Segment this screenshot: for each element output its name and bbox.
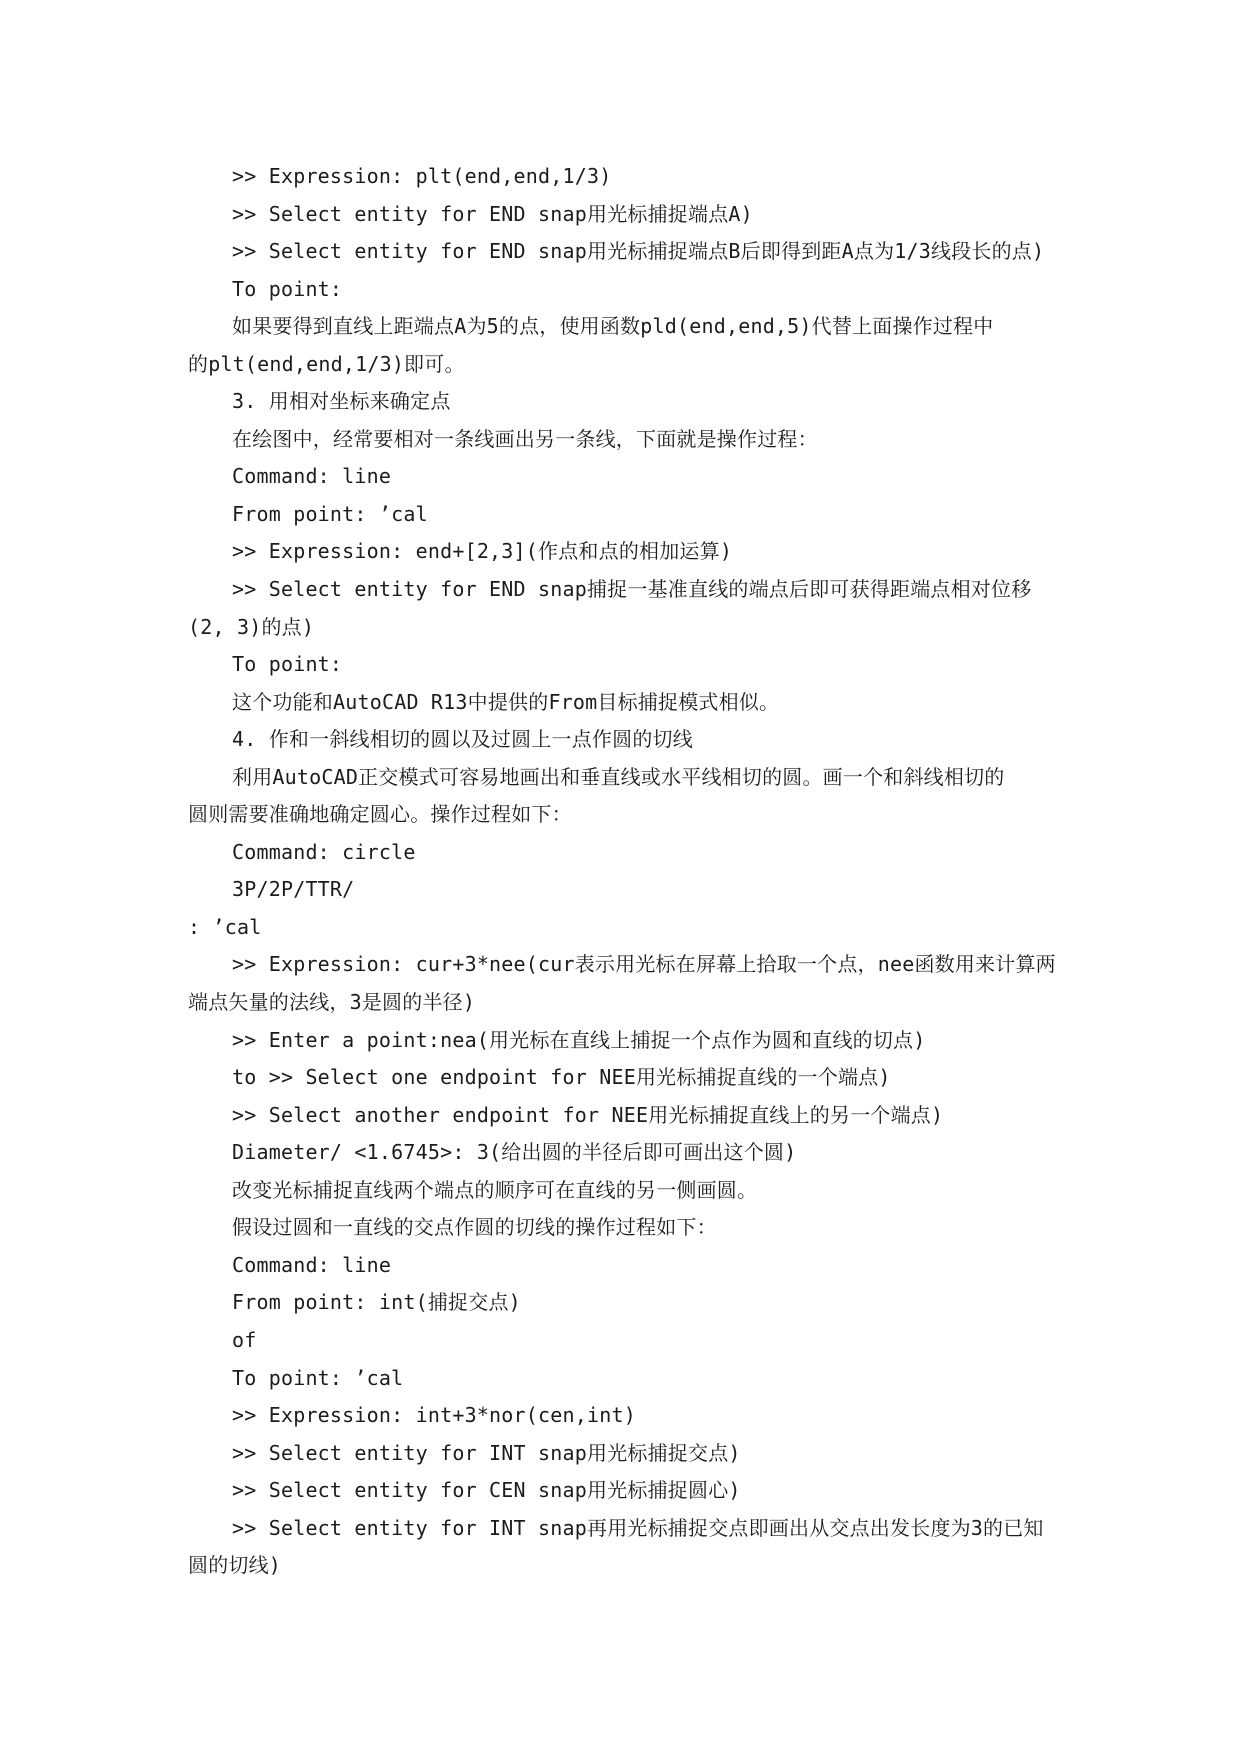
document-body bbox=[188, 158, 1068, 1585]
text-line: >> Expression: int+3*nor(cen,int) bbox=[232, 1403, 636, 1428]
text-line: 的plt(end,end,1/3)即可。 bbox=[188, 351, 465, 376]
text-line: 3P/2P/TTR/ bbox=[232, 877, 355, 902]
text-line: 这个功能和AutoCAD R13中提供的From目标捕捉模式相似。 bbox=[232, 689, 780, 714]
text-line: To point: bbox=[232, 276, 343, 301]
text-line: >> Enter a point:nea(用光标在直线上捕捉一个点作为圆和直线的切点) bbox=[232, 1027, 926, 1052]
text-line: To point: bbox=[232, 652, 343, 677]
text-line: Diameter/ <1.6745>: 3(给出圆的半径后即可画出这个圆) bbox=[232, 1140, 797, 1165]
text-line: >> Select entity for INT snap再用光标捕捉交点即画出从交点出发长度为3的已知 bbox=[232, 1515, 1044, 1540]
text-line: From point: ’cal bbox=[232, 501, 428, 526]
text-line: 假设过圆和一直线的交点作圆的切线的操作过程如下： bbox=[232, 1215, 717, 1240]
text-line: to >> Select one endpoint for NEE用光标捕捉直线的一个端点) bbox=[232, 1065, 891, 1090]
text-line: 圆的切线) bbox=[188, 1553, 282, 1578]
text-line: >> Select entity for END snap用光标捕捉端点B后即得到距A点为1/3线段长的点) bbox=[232, 239, 1045, 264]
text-line: >> Select entity for INT snap用光标捕捉交点) bbox=[232, 1440, 741, 1465]
text-line: >> Expression: plt(end,end,1/3) bbox=[232, 164, 612, 188]
text-line: 在绘图中，经常要相对一条线画出另一条线，下面就是操作过程： bbox=[232, 426, 818, 451]
text-line: From point: int(捕捉交点) bbox=[232, 1290, 521, 1315]
text-line: 端点矢量的法线，3是圆的半径) bbox=[188, 990, 476, 1015]
text-line: 4. 作和一斜线相切的圆以及过圆上一点作圆的切线 bbox=[232, 727, 693, 752]
text-line: 如果要得到直线上距端点A为5的点，使用函数pld(end,end,5)代替上面操作过程中 bbox=[232, 314, 994, 339]
text-line: 圆则需要准确地确定圆心。操作过程如下： bbox=[188, 802, 572, 827]
text-line: >> Select entity for END snap用光标捕捉端点A) bbox=[232, 201, 753, 226]
text-line: Command: line bbox=[232, 464, 392, 489]
text-line: >> Select entity for CEN snap用光标捕捉圆心) bbox=[232, 1478, 741, 1503]
text-line: >> Expression: end+[2,3](作点和点的相加运算) bbox=[232, 539, 733, 564]
text-line: 利用AutoCAD正交模式可容易地画出和垂直线或水平线相切的圆。画一个和斜线相切的 bbox=[232, 764, 1005, 789]
text-line: To point: ’cal bbox=[232, 1365, 404, 1390]
text-line: of bbox=[232, 1327, 257, 1352]
text-line: Command: circle bbox=[232, 839, 416, 864]
text-line: >> Select another endpoint for NEE用光标捕捉直线上的另一个端点) bbox=[232, 1102, 944, 1127]
text-line: Command: line bbox=[232, 1252, 392, 1277]
text-line: >> Select entity for END snap捕捉一基准直线的端点后即可获得距端点相对位移 bbox=[232, 577, 1032, 602]
text-line: (2, 3)的点) bbox=[188, 614, 315, 639]
text-line: >> Expression: cur+3*nee(cur表示用光标在屏幕上拾取一个点，nee函数用来计算两 bbox=[232, 952, 1056, 977]
text-line: 改变光标捕捉直线两个端点的顺序可在直线的另一侧画圆。 bbox=[232, 1177, 758, 1202]
text-line: : ’cal bbox=[188, 914, 262, 939]
text-line: 3. 用相对坐标来确定点 bbox=[232, 389, 451, 414]
